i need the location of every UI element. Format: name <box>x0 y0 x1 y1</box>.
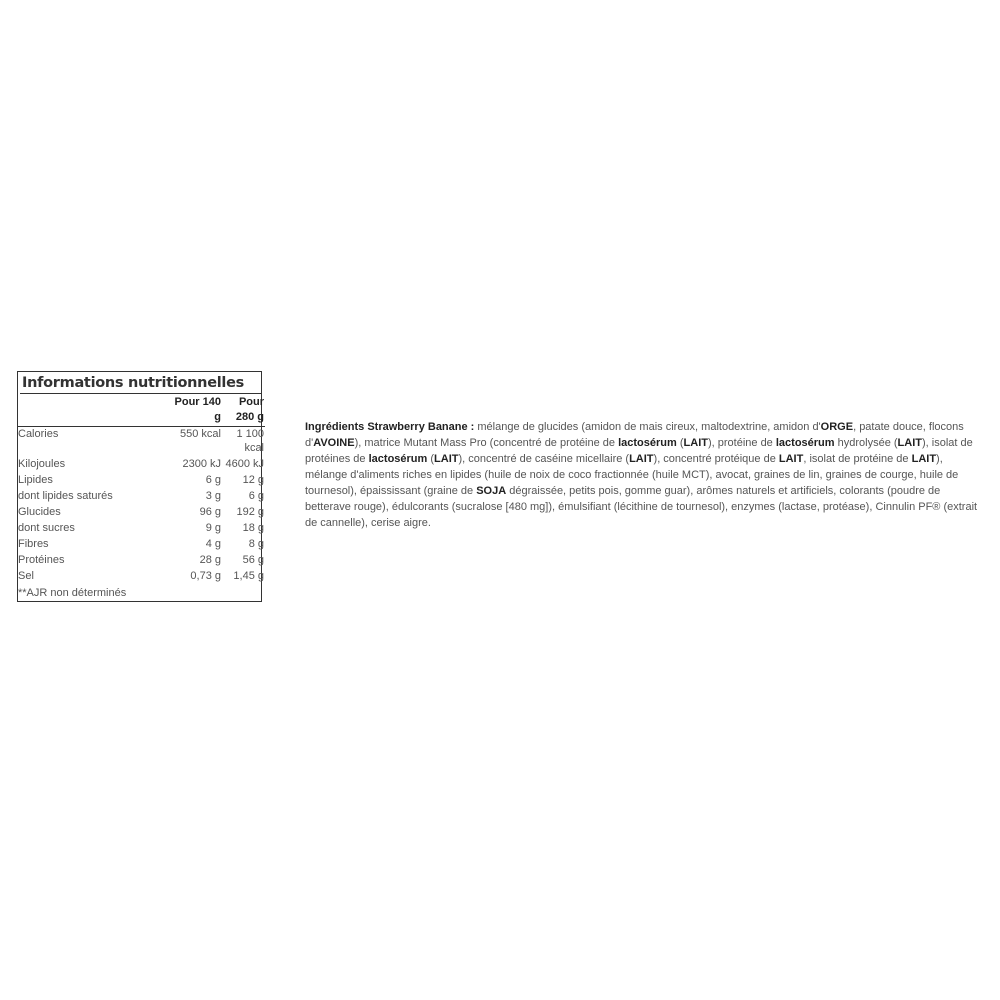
nutrition-row-glucides <box>18 505 265 521</box>
ingredient-highlight: LAIT <box>911 453 937 465</box>
ingredient-text: dégraissée, petits pois, gomme guar), arômes naturels et artificiels, colorants (poudre de betterave rouge), édulcorants (sucralose [480 mg]), émulsifiant (lécithine de tournesol), enzymes (lactase, protéase), Cinnulin PF® (extrait de cannelle), cerise aigre. <box>305 485 978 529</box>
ingredient-text: , patate douce, flocons d' <box>305 421 964 449</box>
header-per-140g: Pour 140 g <box>170 394 222 427</box>
ingredient-text: ), protéine de <box>707 437 776 449</box>
ingredient-highlight: LAIT <box>778 453 804 465</box>
ingredient-highlight: SOJA <box>476 485 507 497</box>
ingredient-text: ( <box>676 437 684 449</box>
value-per-280g: 1,45 g <box>233 570 264 582</box>
nutrition-rows <box>18 427 265 586</box>
ingredient-highlight: lactosérum <box>618 437 677 449</box>
value-per-140g: 2300 kJ <box>182 458 221 470</box>
header-per-280g: Pour 280 g <box>222 394 265 427</box>
ingredient-highlight: LAIT <box>434 453 459 465</box>
ingredient-highlight: LAIT <box>629 453 654 465</box>
value-per-140g: 6 g <box>205 474 221 486</box>
nutrition-title: Informations nutritionnelles <box>22 375 244 391</box>
ingredients-paragraph <box>305 419 985 531</box>
value-per-280g: 1 100 kcal <box>236 428 264 454</box>
value-per-280g: 6 g <box>248 490 264 502</box>
ingredient-text: mélange de glucides (amidon de mais cireux, maltodextrine, amidon d' <box>474 421 821 433</box>
ingredient-highlight: LAIT <box>897 437 922 449</box>
value-per-140g: 28 g <box>199 554 221 566</box>
ingredient-text: ), matrice Mutant Mass Pro (concentré de protéine de <box>354 437 619 449</box>
nutrition-row-kilojoules <box>18 457 265 473</box>
ingredient-highlight: lactosérum <box>368 453 428 465</box>
value-per-280g: 4600 kJ <box>225 458 264 470</box>
nutrition-row-fibres <box>18 537 265 553</box>
value-per-140g: 3 g <box>205 490 221 502</box>
ingredient-highlight: ORGE <box>820 421 854 433</box>
nutrition-row-lipides <box>18 473 265 489</box>
value-per-140g: 550 kcal <box>180 428 221 440</box>
nutrition-row-calories <box>18 427 265 458</box>
nutrient-label: Calories <box>18 428 59 440</box>
nutrition-row-sucres <box>18 521 265 537</box>
nutrition-row-sel <box>18 569 265 585</box>
nutrition-footnote: **AJR non déterminés <box>18 587 127 599</box>
nutrient-label: dont lipides saturés <box>18 490 113 502</box>
ingredient-text: ), concentré de caséine micellaire ( <box>458 453 630 465</box>
ingredient-text: ( <box>427 453 435 465</box>
value-per-280g: 8 g <box>248 538 264 550</box>
value-per-280g: 12 g <box>242 474 264 486</box>
nutrient-label: Sel <box>18 570 34 582</box>
ingredient-text: ), mélange d'aliments riches en lipides (huile de noix de coco fractionnée (huile MCT), avocat, graines de lin, graines de courge, huile de tournesol), épaississant (graine de <box>305 453 959 497</box>
ingredient-text: , isolat de protéine de <box>803 453 912 465</box>
nutrition-table <box>18 394 265 585</box>
value-per-140g: 9 g <box>205 522 221 534</box>
nutrition-facts-box <box>17 371 262 602</box>
ingredient-highlight: AVOINE <box>313 437 355 449</box>
ingredient-highlight: Ingrédients Strawberry Banane : <box>305 421 475 433</box>
nutrition-row-lipides-satures <box>18 489 265 505</box>
ingredient-text: ), concentré protéique de <box>653 453 779 465</box>
value-per-280g: 56 g <box>242 554 264 566</box>
nutrient-label: Protéines <box>18 554 65 566</box>
nutrient-label: Lipides <box>18 474 53 486</box>
nutrition-header-row <box>18 394 265 427</box>
ingredient-highlight: LAIT <box>683 437 708 449</box>
ingredient-text: hydrolysée ( <box>834 437 898 449</box>
nutrient-label: Fibres <box>18 538 49 550</box>
value-per-140g: 96 g <box>199 506 221 518</box>
header-label <box>18 394 170 427</box>
value-per-280g: 18 g <box>242 522 264 534</box>
ingredient-highlight: lactosérum <box>775 437 835 449</box>
ingredient-text: ), isolat de protéines de <box>305 437 973 465</box>
nutrient-label: dont sucres <box>18 522 75 534</box>
value-per-140g: 4 g <box>205 538 221 550</box>
value-per-140g: 0,73 g <box>190 570 221 582</box>
nutrient-label: Kilojoules <box>18 458 66 470</box>
nutrition-row-proteines <box>18 553 265 569</box>
nutrient-label: Glucides <box>18 506 61 518</box>
value-per-280g: 192 g <box>236 506 264 518</box>
